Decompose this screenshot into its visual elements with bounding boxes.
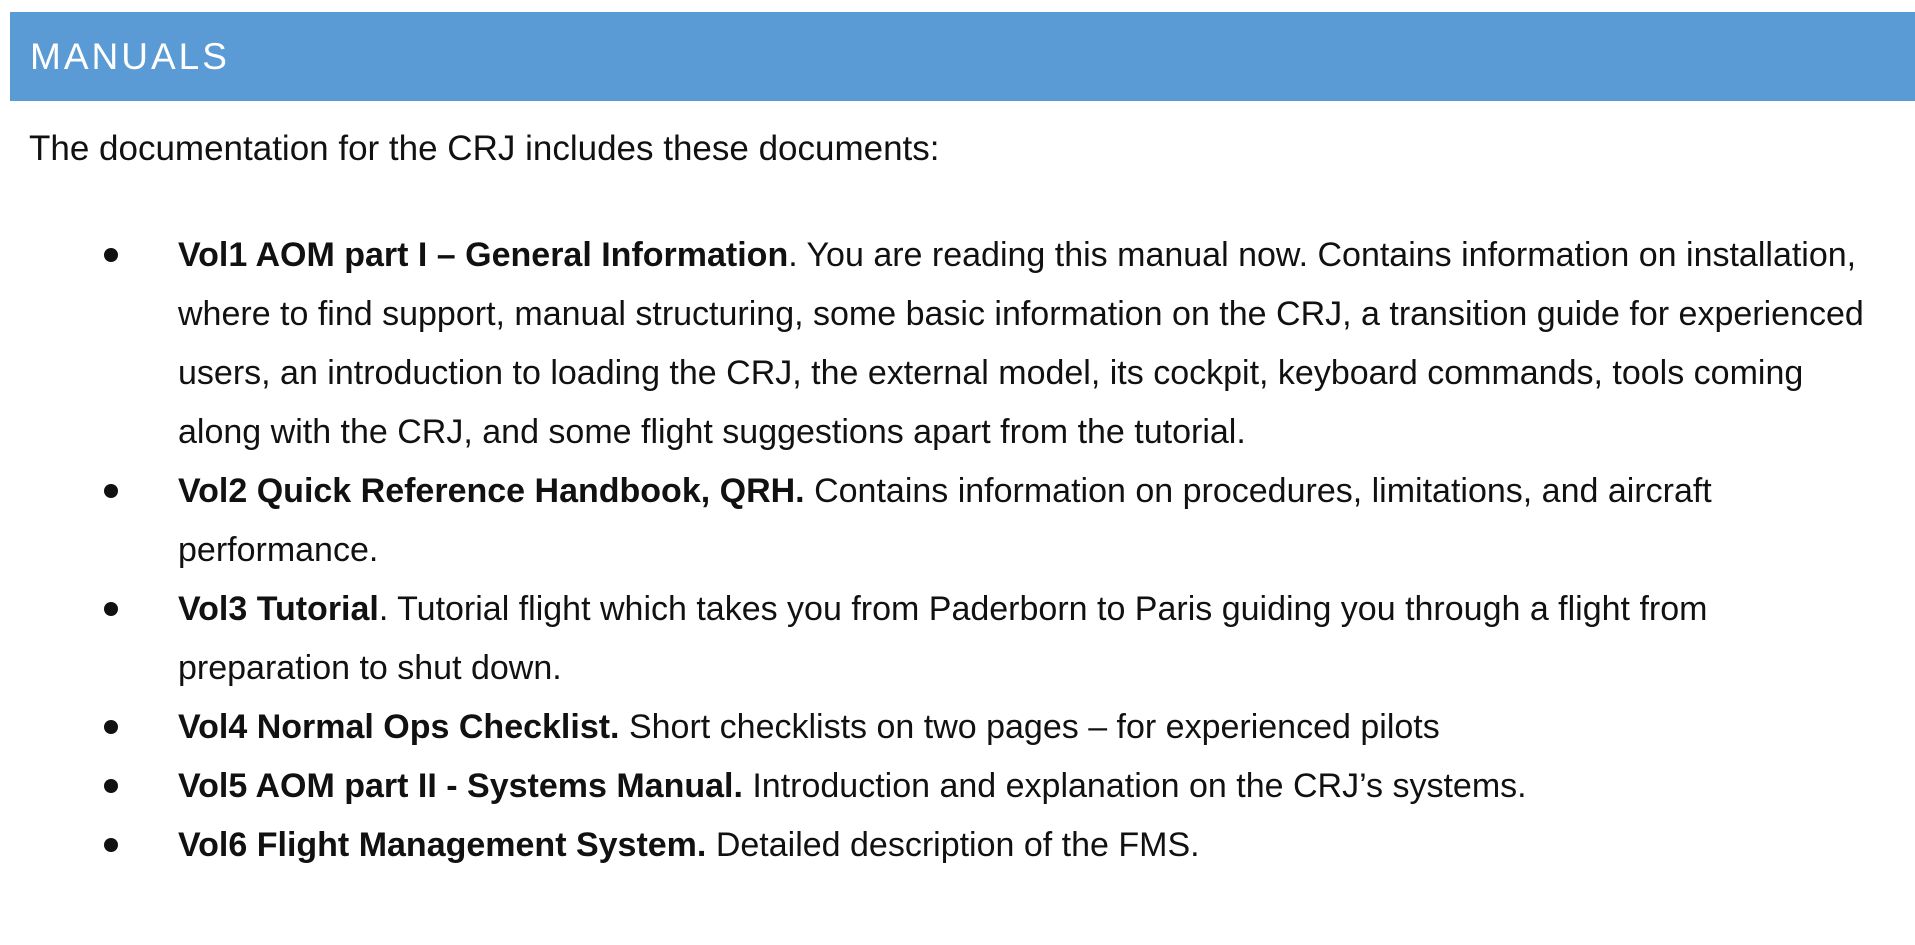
document-description: Contains information on procedures, limitations, and aircraft performance. xyxy=(178,472,1712,569)
document-title: Vol4 Normal Ops Checklist. xyxy=(178,708,620,746)
document-description: . You are reading this manual now. Contains information on installation, where to find support, manual structuring, some basic information on the CRJ, a transition guide for experienced users, an introduction to loading the CRJ, the external model, its cockpit, keyboard commands, tools coming along with the CRJ, and some flight suggestions apart from the tutorial. xyxy=(178,236,1864,451)
document-description: Detailed description of the FMS. xyxy=(706,826,1200,864)
document-title: Vol5 AOM part II - Systems Manual. xyxy=(178,767,743,805)
list-item-vol1 xyxy=(0,226,1915,462)
list-item-vol3 xyxy=(0,580,1915,698)
section-title: MANUALS xyxy=(30,35,230,77)
document-title: Vol3 Tutorial xyxy=(178,590,379,628)
list-item-vol4 xyxy=(0,698,1915,757)
list-item-vol5 xyxy=(0,757,1915,816)
bullet-icon xyxy=(104,720,118,734)
document-description: Short checklists on two pages – for experienced pilots xyxy=(619,708,1440,746)
document-description: . Tutorial flight which takes you from Paderborn to Paris guiding you through a flight from preparation to shut down. xyxy=(178,590,1708,687)
document-list xyxy=(0,226,1915,875)
list-item-vol6 xyxy=(0,816,1915,875)
document-title: Vol2 Quick Reference Handbook, QRH. xyxy=(178,472,805,510)
intro-paragraph: The documentation for the CRJ includes these documents: xyxy=(29,129,940,168)
bullet-icon xyxy=(104,602,118,616)
document-title: Vol1 AOM part I – General Information xyxy=(178,236,789,274)
document-title: Vol6 Flight Management System. xyxy=(178,826,707,864)
bullet-icon xyxy=(104,484,118,498)
bullet-icon xyxy=(104,838,118,852)
bullet-icon xyxy=(104,248,118,262)
document-description: Introduction and explanation on the CRJ’s systems. xyxy=(742,767,1527,805)
section-header-band xyxy=(10,12,1915,101)
list-item-vol2 xyxy=(0,462,1915,580)
bullet-icon xyxy=(104,779,118,793)
